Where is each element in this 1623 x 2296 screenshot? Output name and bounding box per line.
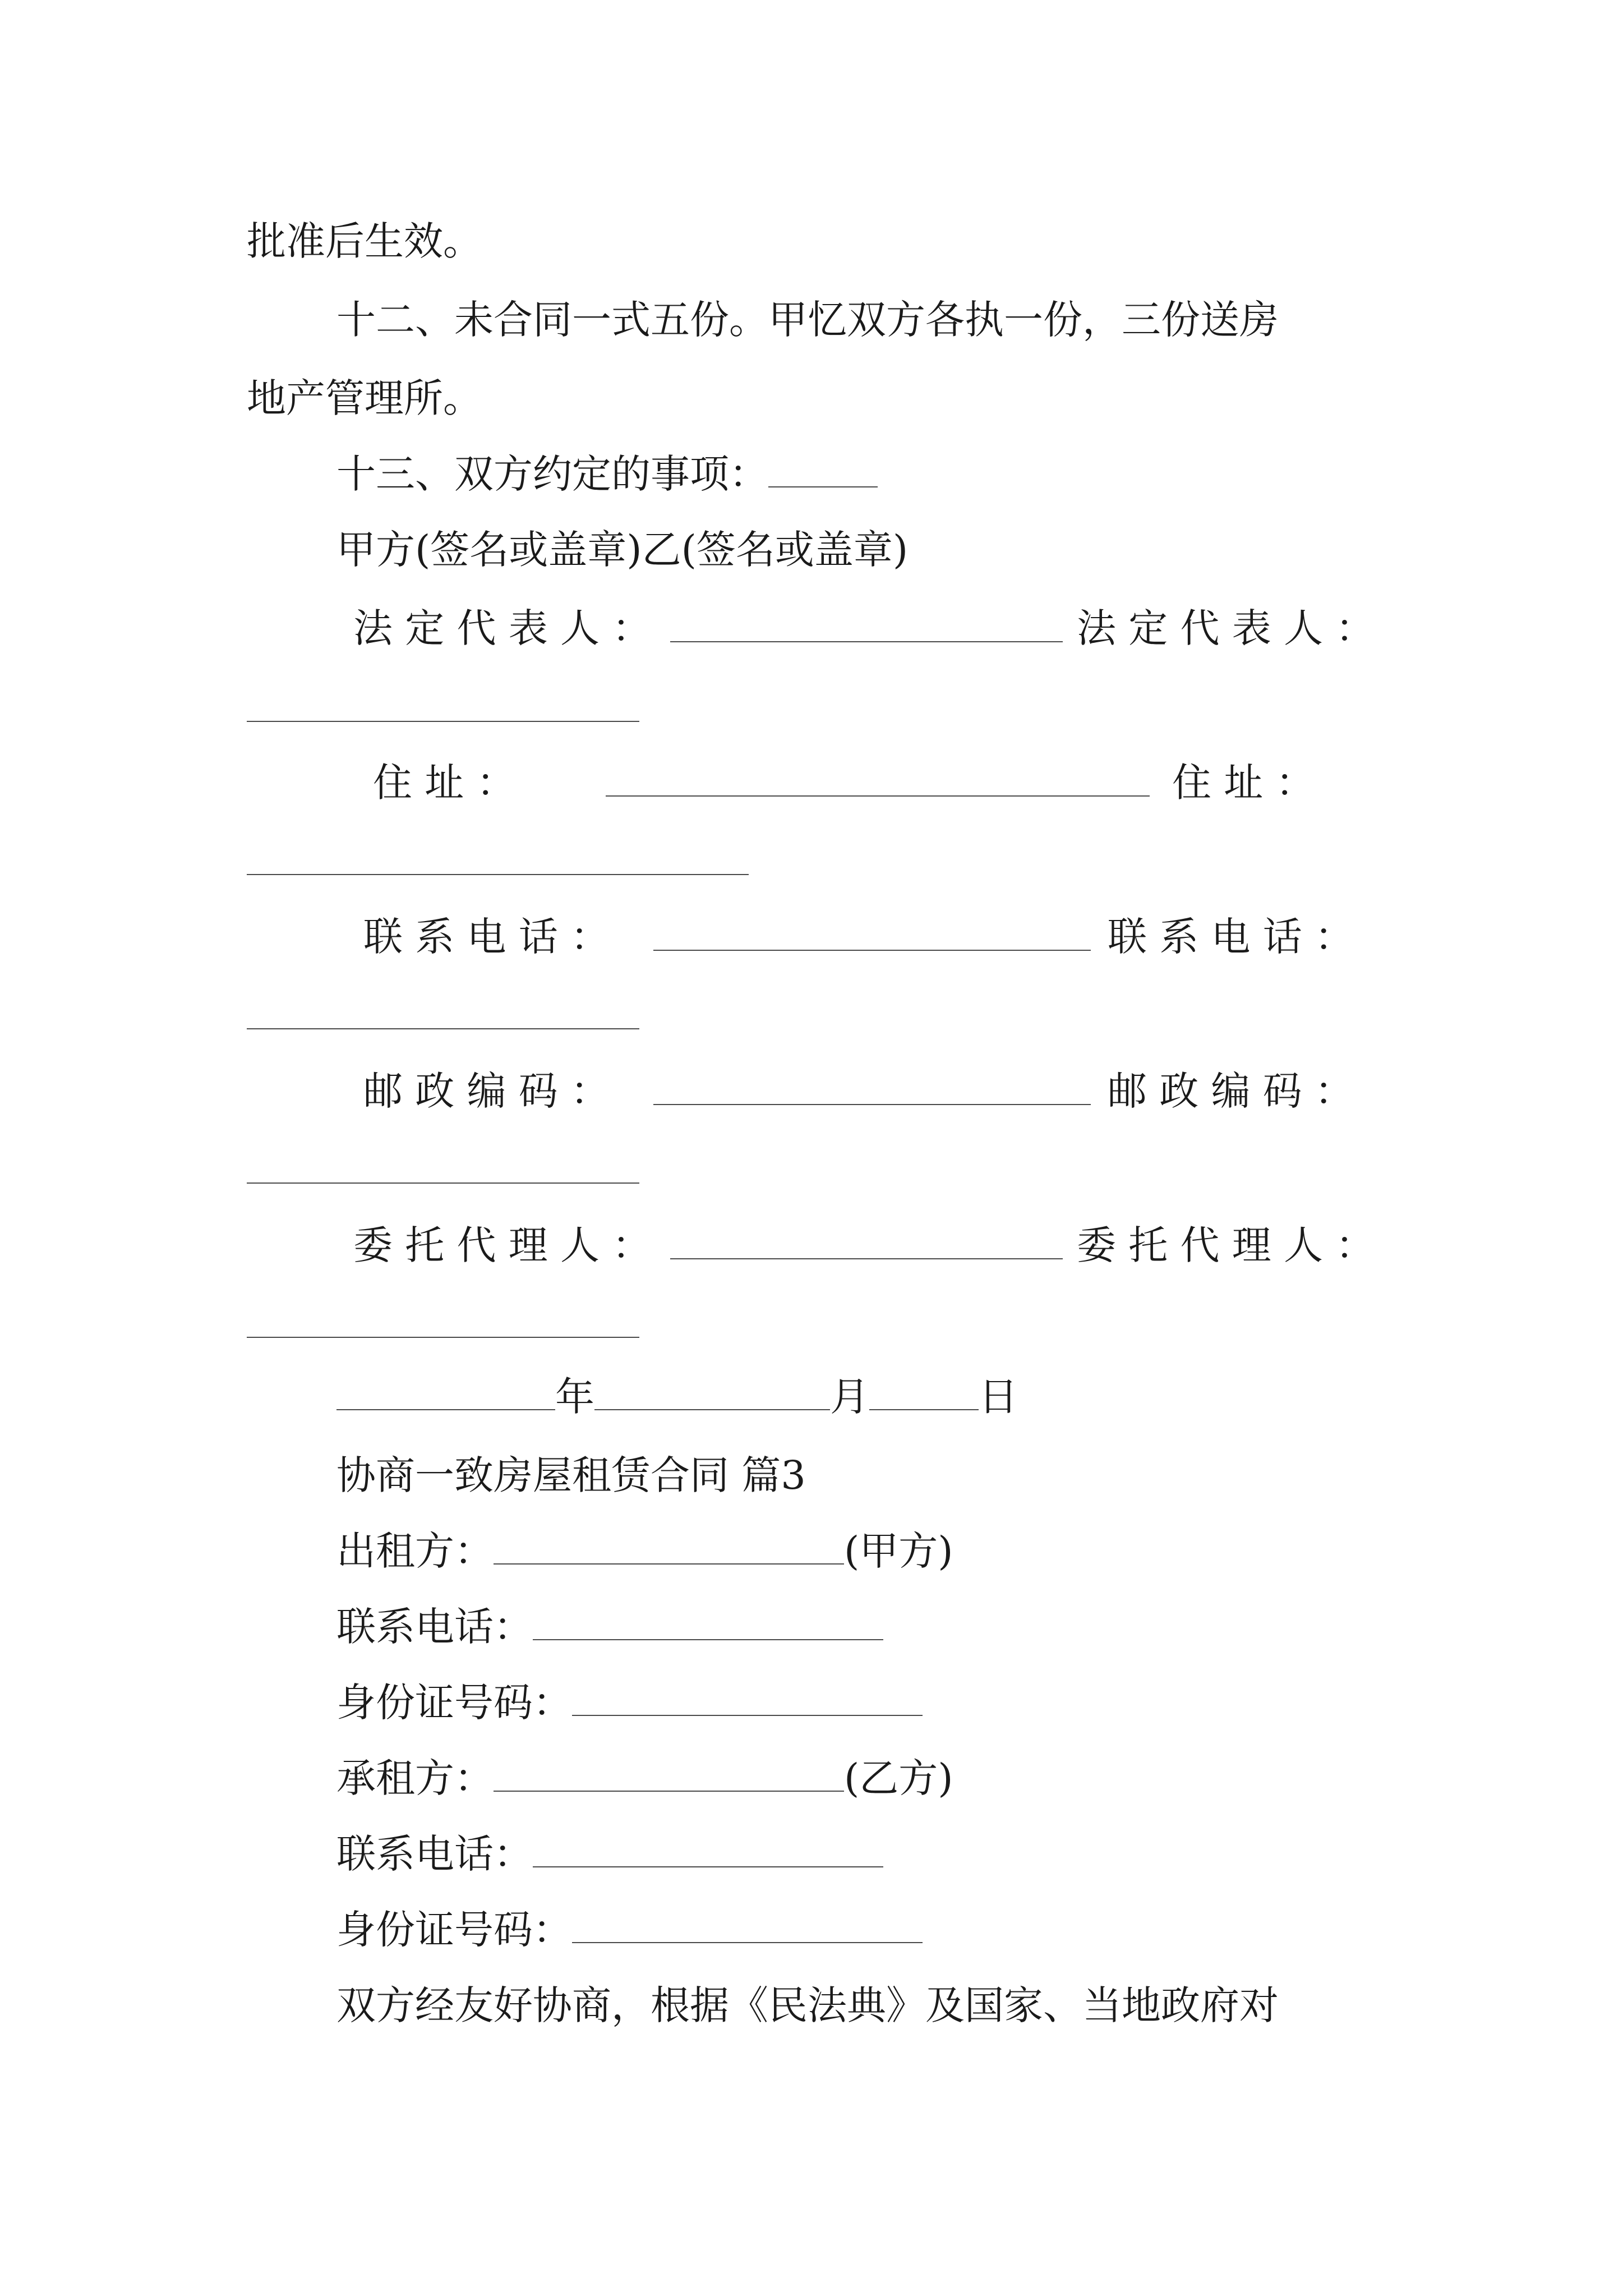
lessor-phone-label: 联系电话：: [336, 1604, 533, 1650]
lessee-phone-blank: [533, 1832, 883, 1867]
month-label: 月: [830, 1374, 869, 1420]
lessor-line: [336, 1526, 953, 1576]
lessor-label: 出租方：: [336, 1528, 494, 1574]
lessor-id-line: [336, 1677, 923, 1728]
text-line: 批准后生效。: [247, 218, 482, 264]
agent-label-a: 委 托 代 理 人 ：: [353, 1222, 652, 1268]
year-label: 年: [555, 1374, 594, 1420]
lessee-phone-label: 联系电话：: [336, 1831, 533, 1877]
lessor-phone-blank: [533, 1604, 883, 1640]
postcode-blank-a: [653, 1104, 1091, 1105]
lessee-phone-line: [336, 1829, 883, 1879]
lessee-id-label: 身份证号码：: [336, 1907, 572, 1953]
legal-rep-label-b: 法 定 代 表 人 ：: [1077, 605, 1375, 651]
day-label: 日: [979, 1374, 1018, 1420]
lessee-id-line: [336, 1904, 923, 1955]
date-line: [336, 1372, 1018, 1422]
lessor-suffix: (甲方): [844, 1528, 953, 1574]
address-label-a: 住 址 ：: [373, 760, 516, 806]
legal-rep-blank-a: [670, 641, 1063, 642]
address-label-b: 住 址 ：: [1172, 760, 1315, 806]
legal-rep-blank-b: [247, 721, 639, 722]
address-blank-b: [247, 874, 749, 875]
lessor-phone-line: [336, 1602, 883, 1652]
year-blank: [336, 1374, 555, 1410]
legal-rep-label-a: 法 定 代 表 人 ：: [353, 605, 652, 651]
phone-blank-a: [653, 950, 1091, 951]
signature-header: 甲方(签名或盖章)乙(签名或盖章): [336, 527, 909, 573]
lessor-blank: [494, 1529, 844, 1565]
address-blank-a: [606, 795, 1150, 797]
lessee-id-blank: [572, 1907, 923, 1943]
postcode-label-a: 邮 政 编 码 ：: [363, 1068, 610, 1114]
lessor-id-label: 身份证号码：: [336, 1680, 572, 1726]
lessee-suffix: (乙方): [844, 1755, 953, 1801]
clause-12-line: 十二、未合同一式五份。甲忆双方各执一份，三份送房: [336, 297, 1279, 343]
clause-13-line: [336, 449, 878, 499]
day-blank: [869, 1374, 979, 1410]
lessor-id-blank: [572, 1680, 923, 1716]
lessee-label: 承租方：: [336, 1755, 494, 1801]
paragraph-line: 双方经友好协商，根据《民法典》及国家、当地政府对: [336, 1982, 1279, 2028]
phone-blank-b: [247, 1028, 639, 1029]
clause-12-continued: 地产管理所。: [247, 375, 482, 421]
section-title: 协商一致房屋租赁合同 篇3: [336, 1452, 806, 1498]
postcode-blank-b: [247, 1182, 639, 1184]
agent-blank-a: [670, 1258, 1063, 1259]
clause-13-label: 十三、双方约定的事项：: [336, 451, 768, 497]
agent-label-b: 委 托 代 理 人 ：: [1077, 1222, 1375, 1268]
lessee-line: [336, 1753, 953, 1803]
agent-blank-b: [247, 1337, 639, 1338]
phone-label-a: 联 系 电 话 ：: [363, 914, 610, 960]
lessee-blank: [494, 1756, 844, 1792]
phone-label-b: 联 系 电 话 ：: [1108, 914, 1354, 960]
postcode-label-b: 邮 政 编 码 ：: [1108, 1068, 1354, 1114]
month-blank: [594, 1374, 830, 1410]
clause-13-blank: [768, 452, 878, 487]
